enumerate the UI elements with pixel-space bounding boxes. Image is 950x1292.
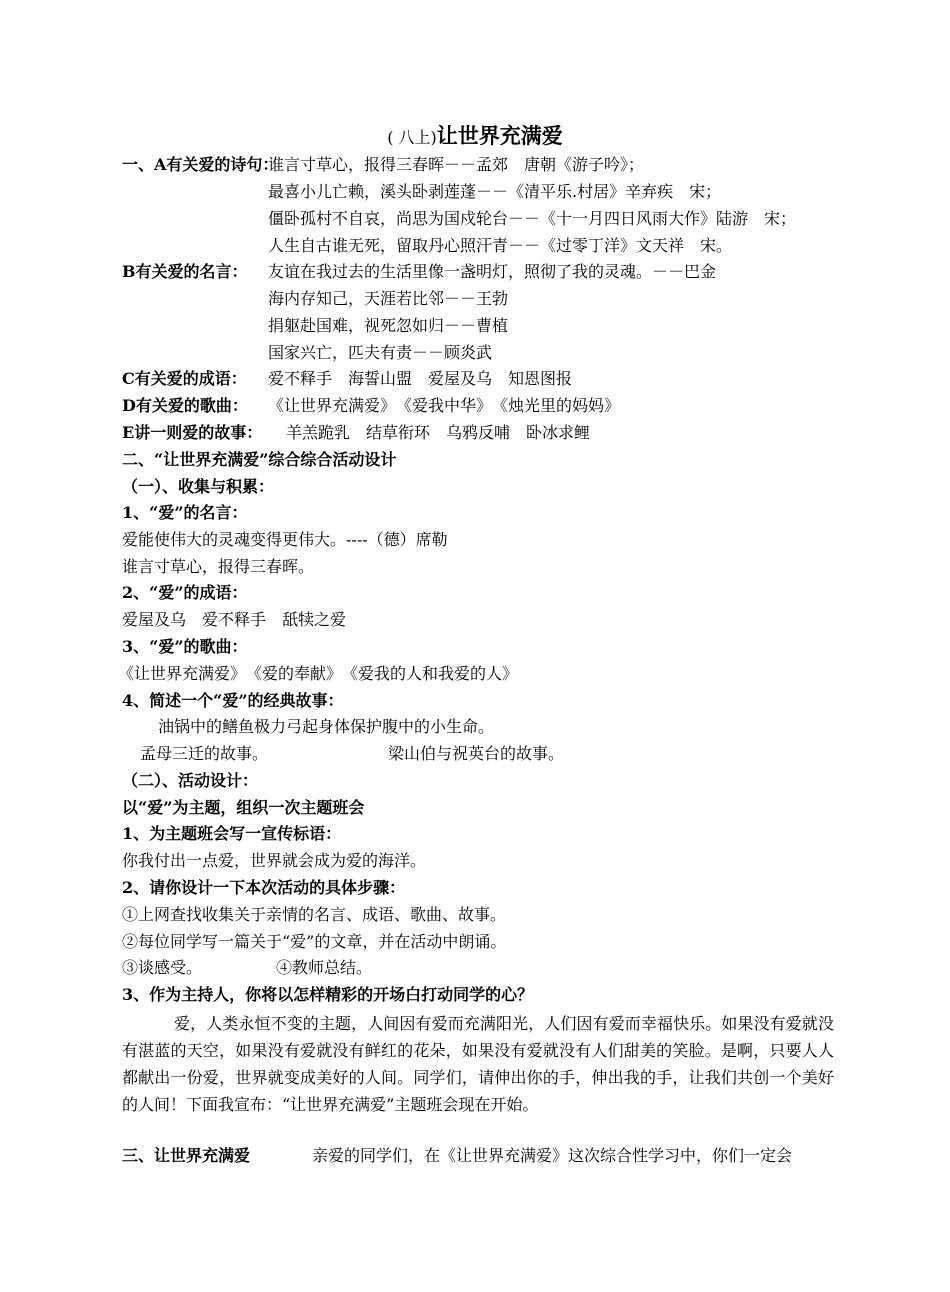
q4-story-2: 孟母三迁的故事。: [140, 744, 269, 763]
sec2-part1-heading: （一）、收集与积累：: [122, 477, 275, 496]
sec1-b-label: B有关爱的名言：: [122, 262, 248, 281]
q1-line: 爱能使伟大的灵魂变得更伟大。----（德）席勒: [122, 530, 448, 549]
opening-speech-paragraph: 爱，人类永恒不变的主题，人间因有爱而充满阳光，人们因有爱而幸福快乐。如果没有爱就没有湛蓝的天空，如果没有爱就没有鲜红的花朵，如果没有爱就没有人们甜美的笑脸。是啊，只要人人都献出一份爱，世界就变成美好的人间。同学们，请伸出你的手，伸出我的手，让我们共创一个美好的人间！下面我宣布：“让世界充满爱”主题班会现在开始。: [122, 1014, 834, 1114]
t2-step: ④教师总结。: [276, 958, 373, 977]
q1-heading: 1、“爱”的名言：: [122, 503, 248, 522]
sec1-d-label: D有关爱的歌曲：: [122, 396, 248, 415]
sec2-heading: 二、“让世界充满爱”综合综合活动设计: [122, 450, 397, 469]
t2-step: ①上网查找收集关于亲情的名言、成语、歌曲、故事。: [122, 905, 507, 924]
sec1-a-line: 最喜小儿亡赖，溪头卧剥莲蓬－－《清平乐.村居》辛弃疾 宋；: [268, 182, 722, 201]
sec1-a-label: 一、A有关爱的诗句：: [122, 155, 279, 174]
sec1-a-line: 谁言寸草心，报得三春晖－－孟郊 唐朝《游子吟》；: [268, 155, 645, 174]
sec1-b-line: 捐躯赴国难，视死忽如归－－曹植: [268, 316, 509, 335]
q4-story-1: 油锅中的鳝鱼极力弓起身体保护腹中的小生命。: [158, 717, 495, 736]
sec1-e-label: E讲一则爱的故事：: [122, 423, 263, 442]
q2-heading: 2、“爱”的成语：: [122, 583, 248, 602]
sec1-a-line: 人生自古谁无死，留取丹心照汗青－－《过零丁洋》文天祥 宋。: [268, 236, 733, 255]
t1-heading: 1、为主题班会写一宣传标语：: [122, 824, 342, 843]
page-title: [0, 122, 950, 152]
t1-text: 你我付出一点爱，世界就会成为爱的海洋。: [122, 851, 427, 870]
sec1-d-text: 《让世界充满爱》 《爱我中华》 《烛光里的妈妈》: [268, 396, 621, 415]
t3-heading: 3、作为主持人，你将以怎样精彩的开场白打动同学的心？: [122, 985, 534, 1004]
q3-text: 《让世界充满爱》 《爱的奉献》 《爱我的人和我爱的人》: [118, 664, 519, 683]
sec3-heading: 三、让世界充满爱: [122, 1146, 251, 1165]
t2-heading: 2、请你设计一下本次活动的具体步骤：: [122, 878, 406, 897]
sec3-text: 亲爱的同学们，在《让世界充满爱》这次综合性学习中，你们一定会: [312, 1146, 793, 1165]
theme-heading: 以“爱”为主题，组织一次主题班会: [122, 798, 365, 817]
sec1-c-label: C有关爱的成语：: [122, 369, 247, 388]
title-prefix: ( 八上): [387, 128, 437, 147]
q4-story-3: 梁山伯与祝英台的故事。: [388, 744, 565, 763]
sec1-b-line: 海内存知己，天涯若比邻－－王勃: [268, 289, 509, 308]
t2-step: ②每位同学写一篇关于“爱”的文章，并在活动中朗诵。: [122, 932, 507, 951]
sec2-part2-heading: （二）、活动设计：: [122, 771, 259, 790]
sec1-e-text: 羊羔跪乳 结草衔环 乌鸦反哺 卧冰求鲤: [286, 423, 591, 442]
q2-text: 爱屋及乌 爱不释手 舐犊之爱: [122, 610, 347, 629]
t2-step: ③谈感受。: [122, 958, 203, 977]
sec1-b-line: 友谊在我过去的生活里像一盏明灯，照彻了我的灵魂。－－巴金: [268, 262, 717, 281]
title-text: 让世界充满爱: [436, 123, 563, 148]
q4-heading: 4、简述一个“爱”的经典故事：: [122, 691, 344, 710]
q3-heading: 3、“爱”的歌曲：: [122, 637, 248, 656]
q1-line: 谁言寸草心，报得三春晖。: [122, 557, 315, 576]
sec1-c-text: 爱不释手 海誓山盟 爱屋及乌 知恩图报: [268, 369, 573, 388]
sec1-b-line: 国家兴亡，匹夫有责－－顾炎武: [268, 343, 493, 362]
sec1-a-line: 僵卧孤村不自哀，尚思为国戍轮台－－《十一月四日风雨大作》陆游 宋；: [268, 209, 797, 228]
